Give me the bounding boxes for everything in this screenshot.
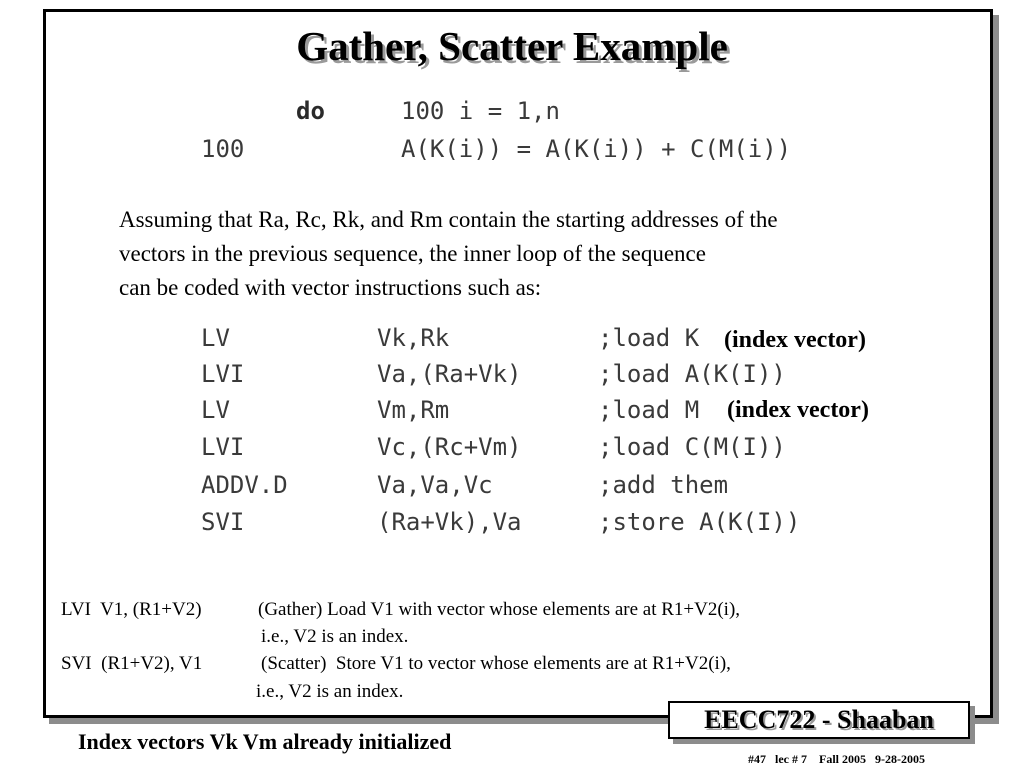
loop-line-2-label: 100 <box>201 135 245 163</box>
instruction-op: LV <box>201 396 230 424</box>
instruction-args: (Ra+Vk),Va <box>377 508 522 536</box>
paragraph-line-3: can be coded with vector instructions such as: <box>119 275 542 300</box>
course-badge-label: EECC722 - Shaaban <box>704 705 934 734</box>
index-vector-note-m: (index vector) <box>727 397 869 423</box>
lvi-description-index: i.e., V2 is an index. <box>261 626 409 647</box>
explanation-paragraph <box>119 203 949 305</box>
index-vector-note-k: (index vector) <box>724 327 866 353</box>
instruction-args: Vc,(Rc+Vm) <box>377 433 522 461</box>
instruction-op: ADDV.D <box>201 471 288 499</box>
index-vectors-note: Index vectors Vk Vm already initialized <box>78 729 452 754</box>
instruction-comment: ;store A(K(I)) <box>598 508 801 536</box>
instruction-comment: ;load M <box>598 396 700 424</box>
instruction-args: Vk,Rk <box>377 324 450 352</box>
svi-syntax: SVI (R1+V2), V1 <box>61 653 203 674</box>
instruction-args: Va,(Ra+Vk) <box>377 360 522 388</box>
slide-title: Gather, Scatter Example <box>296 23 728 69</box>
lvi-syntax: LVI V1, (R1+V2) <box>61 599 202 620</box>
course-badge <box>668 701 970 739</box>
instruction-comment: ;load A(K(I)) <box>598 360 786 388</box>
svi-description: (Scatter) Store V1 to vector whose elements are at R1+V2(i), <box>261 653 731 674</box>
loop-line-1-rest: 100 i = 1,n <box>401 97 560 125</box>
svi-description-index: i.e., V2 is an index. <box>256 681 404 702</box>
slide-meta: #47 lec # 7 Fall 2005 9-28-2005 <box>748 752 925 766</box>
instruction-op: LV <box>201 324 230 352</box>
instruction-comment: ;load K <box>598 324 700 352</box>
instruction-op: LVI <box>201 433 245 461</box>
instruction-args: Vm,Rm <box>377 396 450 424</box>
paragraph-line-2: vectors in the previous sequence, the inner loop of the sequence <box>119 241 706 266</box>
loop-line-2-statement: A(K(i)) = A(K(i)) + C(M(i)) <box>401 135 792 163</box>
instruction-op: LVI <box>201 360 245 388</box>
instruction-op: SVI <box>201 508 245 536</box>
instruction-comment: ;load C(M(I)) <box>598 433 786 461</box>
instruction-comment: ;add them <box>598 471 729 499</box>
instruction-args: Va,Va,Vc <box>377 471 493 499</box>
lvi-description: (Gather) Load V1 with vector whose elements are at R1+V2(i), <box>258 599 741 620</box>
loop-line-1-keyword: do <box>296 97 325 125</box>
paragraph-line-1: Assuming that Ra, Rc, Rk, and Rm contain the starting addresses of the <box>119 207 778 232</box>
